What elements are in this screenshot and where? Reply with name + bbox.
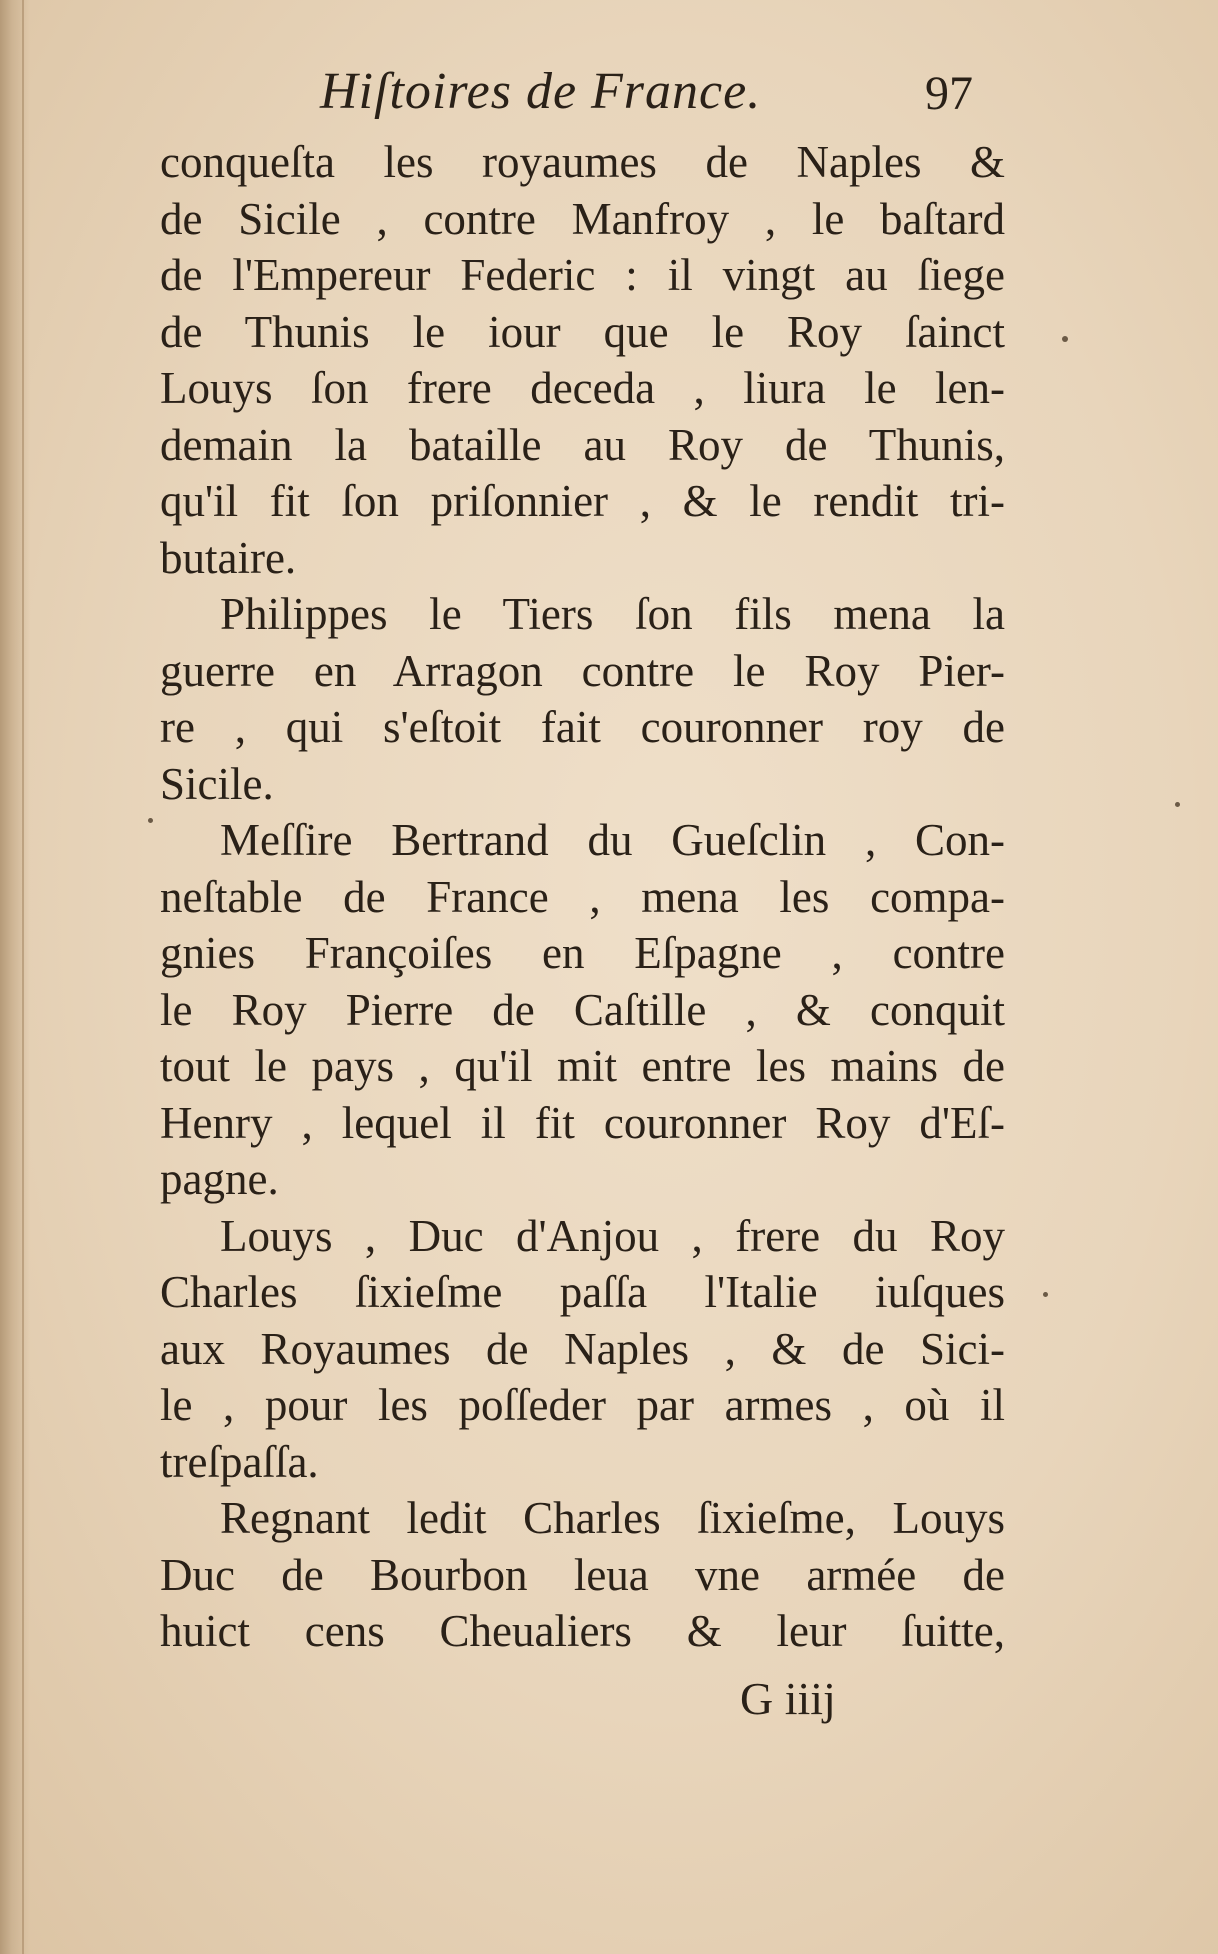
text-line: huict cens Cheualiers & leur ſuitte,: [160, 1606, 1005, 1656]
signature-mark: G iiij: [740, 1673, 836, 1724]
page-text: [160, 62, 1005, 1660]
text-line: Louys ſon frere deceda , liura le len-: [160, 363, 1005, 413]
text-line: de Thunis le iour que le Roy ſainct: [160, 306, 1005, 357]
paragraph-first-line: Louys , Duc d'Anjou , frere du Roy: [220, 1210, 1005, 1261]
paper-speck: [1062, 336, 1068, 342]
page-gutter-shadow: [0, 0, 30, 1954]
paragraph-first-line: Regnant ledit Charles ſixieſme, Louys: [220, 1493, 1005, 1543]
text-line: aux Royaumes de Naples , & de Sici-: [160, 1323, 1005, 1374]
text-line: de Sicile , contre Manfroy , le baſtard: [160, 193, 1005, 244]
text-line: Duc de Bourbon leua vne armée de: [160, 1549, 1005, 1600]
paper-speck: [1043, 1292, 1048, 1297]
page-number: 97: [925, 67, 973, 120]
text-line: butaire.: [160, 532, 297, 583]
text-line: Sicile.: [160, 758, 274, 809]
paper-speck: [148, 818, 153, 823]
running-head-title: Hiſtoires de France.: [320, 63, 762, 120]
text-line: re , qui s'eſtoit fait couronner roy de: [160, 702, 1005, 752]
text-line: le Roy Pierre de Caſtille , & conquit: [160, 984, 1005, 1035]
text-line: gnies Françoiſes en Eſpagne , contre: [160, 928, 1005, 978]
text-line: le , pour les poſſeder par armes , où il: [160, 1380, 1005, 1430]
text-line: neſtable de France , mena les compa-: [160, 871, 1005, 922]
running-head: [160, 62, 1005, 134]
paper-speck: [1175, 802, 1180, 807]
text-line: Charles ſixieſme paſſa l'Italie iuſques: [160, 1267, 1005, 1317]
text-line: pagne.: [160, 1154, 279, 1204]
paragraph-first-line: Meſſire Bertrand du Gueſclin , Con-: [220, 815, 1005, 865]
text-line: demain la bataille au Roy de Thunis,: [160, 419, 1005, 470]
text-line: de l'Empereur Federic : il vingt au ſiege: [160, 250, 1005, 300]
text-line: conqueſta les royaumes de Naples &: [160, 137, 1005, 187]
paragraph-first-line: Philippes le Tiers ſon fils mena la: [220, 589, 1005, 639]
text-line: treſpaſſa.: [160, 1436, 319, 1487]
text-line: Henry , lequel il fit couronner Roy d'Eſ-: [160, 1097, 1005, 1148]
text-line: tout le pays , qu'il mit entre les mains de: [160, 1041, 1005, 1091]
text-line: guerre en Arragon contre le Roy Pier-: [160, 645, 1005, 696]
binding-edge: [22, 0, 24, 1954]
text-line: qu'il fit ſon priſonnier , & le rendit tri-: [160, 476, 1005, 526]
